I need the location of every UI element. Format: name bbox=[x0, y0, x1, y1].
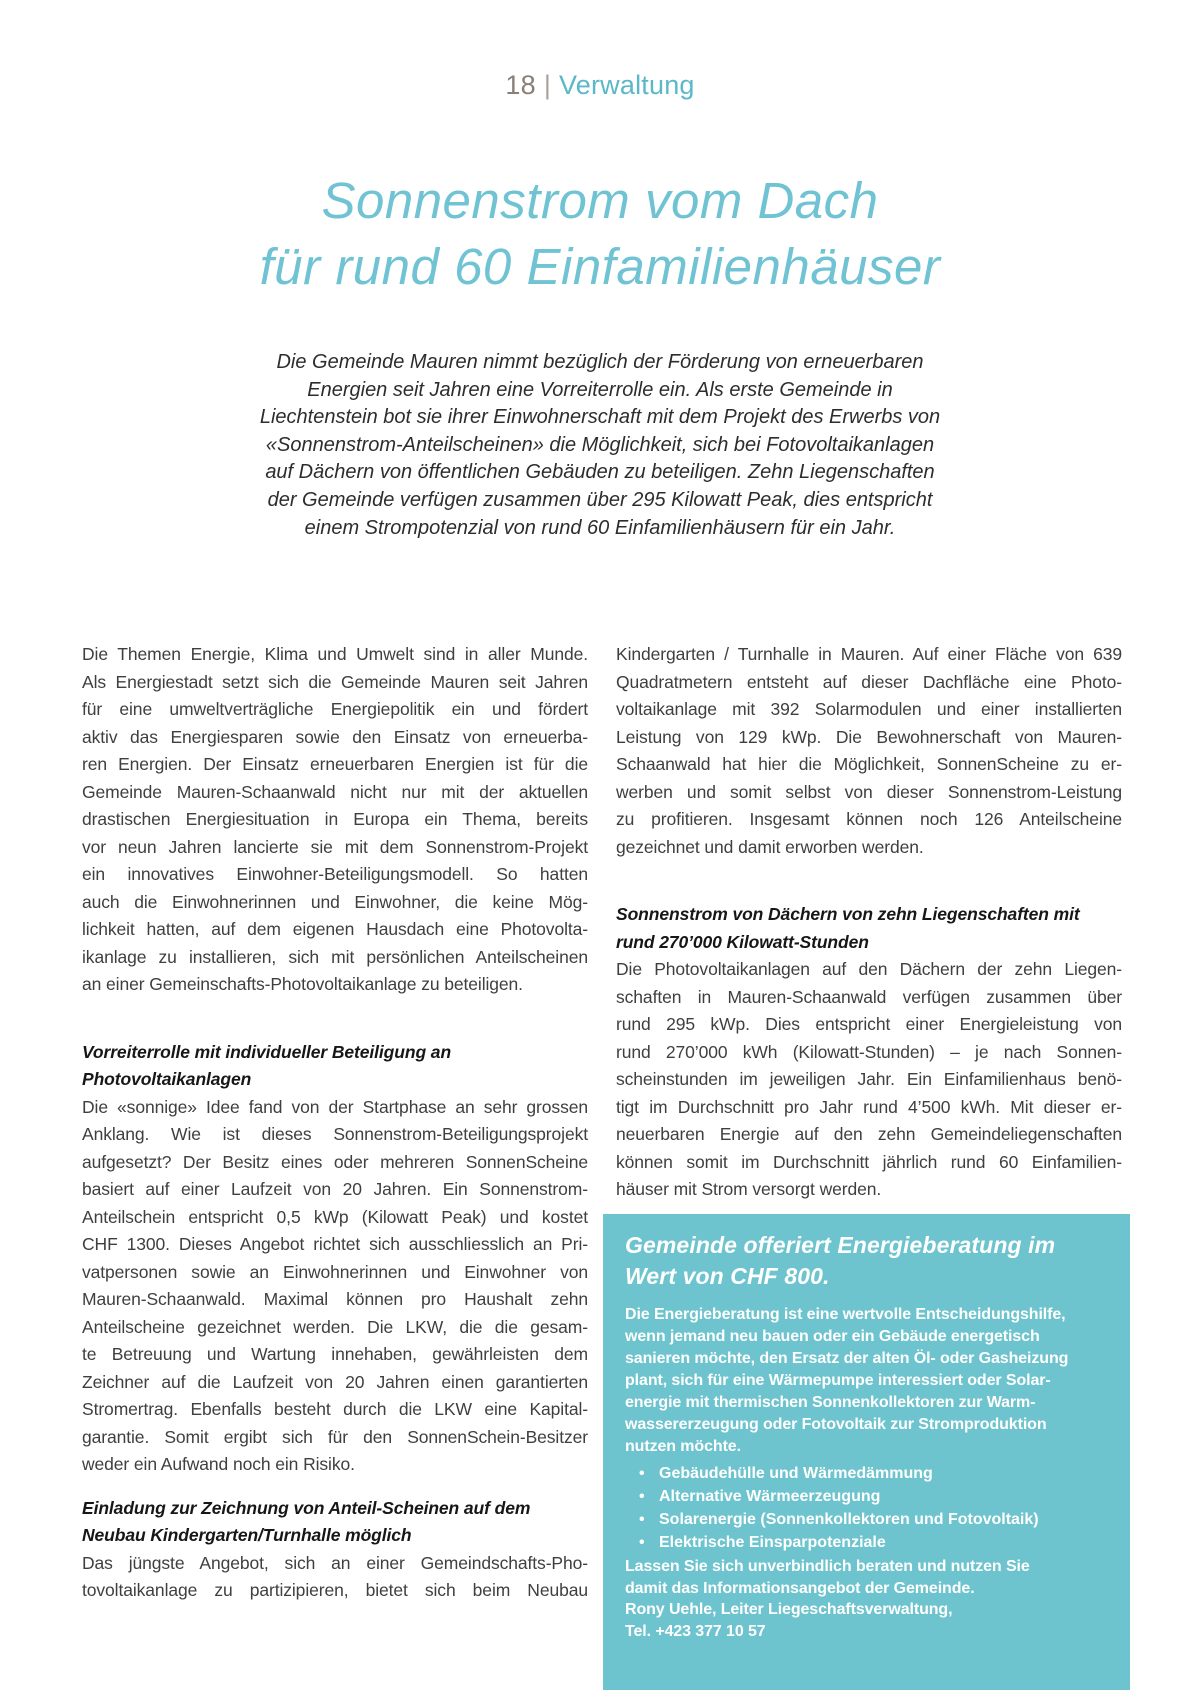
body-line: ren Energien. Der Einsatz erneuerbaren Energien ist für die bbox=[82, 754, 588, 774]
body-line: Die Photovoltaikanlagen auf den Dächern der zehn Liegen- bbox=[616, 959, 1122, 979]
page-number: 18 bbox=[505, 70, 536, 100]
body-line: aufgesetzt? Der Besitz eines oder mehreren SonnenScheine bbox=[82, 1151, 588, 1172]
body-line: schaften in Mauren-Schaanwald verfügen zusammen über bbox=[616, 986, 1122, 1007]
body-line: können somit im Durchschnitt jährlich rund 60 Einfamilien- bbox=[616, 1151, 1122, 1172]
body-line: garantie. Somit ergibt sich für den SonnenSchein-Besitzer bbox=[82, 1426, 588, 1447]
body-line: Quadratmetern entsteht auf dieser Dachfläche eine Photo- bbox=[616, 671, 1122, 692]
bullet-item bbox=[625, 1462, 1108, 1485]
body-line: Die «sonnige» Idee fand von der Startphase an sehr grossen bbox=[82, 1096, 588, 1117]
subheading bbox=[82, 1495, 588, 1550]
subheading-line: Photovoltaikanlagen bbox=[82, 1069, 252, 1089]
lead-line: der Gemeinde verfügen zusammen über 295 Kilowatt Peak, dies entspricht bbox=[267, 488, 933, 511]
paragraph bbox=[82, 641, 588, 999]
column-right bbox=[616, 641, 1122, 1204]
body-line: CHF 1300. Dieses Angebot richtet sich ausschliesslich an Pri- bbox=[82, 1234, 588, 1254]
body-line: gezeichnet und damit erworben werden. bbox=[616, 836, 924, 857]
subheading bbox=[616, 901, 1122, 956]
body-line: ein innovatives Einwohner-Beteiligungsmodell. So hatten bbox=[82, 864, 588, 884]
body-line: tigt im Durchschnitt pro Jahr rund 4’500 kWh. Mit dieser er- bbox=[616, 1096, 1122, 1117]
info-box-body-line: wassererzeugung oder Fotovoltaik zur Stromproduktion bbox=[625, 1416, 1047, 1433]
lead-line: «Sonnenstrom-Anteilscheinen» die Möglichkeit, sich bei Fotovoltaikanlagen bbox=[265, 433, 935, 456]
info-box-title-line: Wert von CHF 800. bbox=[625, 1263, 830, 1289]
body-line: rund 270’000 kWh (Kilowatt-Stunden) – je nach Sonnen- bbox=[616, 1041, 1122, 1062]
bullet-item bbox=[625, 1508, 1108, 1531]
bullet-dot: • bbox=[639, 1511, 645, 1528]
body-line: Als Energiestadt setzt sich die Gemeinde Mauren seit Jahren bbox=[82, 671, 588, 692]
lead-paragraph bbox=[200, 349, 1000, 542]
body-line: Zeichner auf die Laufzeit von 20 Jahren einen garantierten bbox=[82, 1371, 588, 1392]
body-line: häuser mit Strom versorgt werden. bbox=[616, 1179, 882, 1199]
info-box-body-line: Die Energieberatung ist eine wertvolle Entscheidungshilfe, bbox=[625, 1306, 1066, 1323]
body-line: drastischen Energiesituation in Europa ein Thema, bereits bbox=[82, 809, 588, 829]
info-box-footer-line: Rony Uehle, Leiter Liegeschaftsverwaltung, bbox=[625, 1601, 953, 1618]
body-line: Kindergarten / Turnhalle in Mauren. Auf einer Fläche von 639 bbox=[616, 644, 1122, 664]
info-box-footer-line: damit das Informationsangebot der Gemeinde. bbox=[625, 1579, 975, 1597]
info-box-footer-line: Lassen Sie sich unverbindlich beraten und nutzen Sie bbox=[625, 1558, 1030, 1575]
header-separator: | bbox=[543, 70, 552, 100]
body-line: Anklang. Wie ist dieses Sonnenstrom-Beteiligungsprojekt bbox=[82, 1124, 588, 1144]
body-line: scheinstunden im jeweiligen Jahr. Ein Einfamilienhaus benö- bbox=[616, 1069, 1122, 1089]
page-header bbox=[0, 70, 1200, 101]
subheading-line: Neubau Kindergarten/Turnhalle möglich bbox=[82, 1525, 412, 1545]
subheading bbox=[82, 1039, 588, 1094]
article-title bbox=[0, 168, 1200, 300]
subheading-line: Einladung zur Zeichnung von Anteil-Scheinen auf dem bbox=[82, 1497, 531, 1518]
info-box-body-line: wenn jemand neu bauen oder ein Gebäude energetisch bbox=[625, 1328, 1040, 1345]
bullet-item bbox=[625, 1485, 1108, 1508]
body-line: vor neun Jahren lancierte sie mit dem Sonnenstrom-Projekt bbox=[82, 836, 588, 857]
body-line: weder ein Aufwand noch ein Risiko. bbox=[82, 1454, 355, 1474]
bullet-text: Solarenergie (Sonnenkollektoren und Fotovoltaik) bbox=[659, 1511, 1039, 1528]
info-box-body-line: energie mit thermischen Sonnenkollektoren zur Warm- bbox=[625, 1394, 1036, 1411]
paragraph bbox=[616, 641, 1122, 861]
lead-line: einem Strompotenzial von rund 60 Einfamilienhäusern für ein Jahr. bbox=[304, 516, 896, 539]
body-line: Mauren-Schaanwald. Maximal können pro Haushalt zehn bbox=[82, 1289, 588, 1309]
bullet-text: Alternative Wärmeerzeugung bbox=[659, 1488, 881, 1505]
body-line: Stromertrag. Ebenfalls besteht durch die LKW eine Kapital- bbox=[82, 1399, 588, 1419]
lead-line: Energien seit Jahren eine Vorreiterrolle ein. Als erste Gemeinde in bbox=[307, 378, 893, 401]
body-line: werben und somit selbst von dieser Sonnenstrom-Leistung bbox=[616, 781, 1122, 802]
body-line: ikanlage zu installieren, sich mit persönlichen Anteilscheinen bbox=[82, 946, 588, 967]
info-box-footer-line: Tel. +423 377 10 57 bbox=[625, 1622, 766, 1640]
lead-line: Liechtenstein bot sie ihrer Einwohnerschaft mit dem Projekt des Erwerbs von bbox=[259, 406, 941, 429]
body-line: an einer Gemeinschafts-Photovoltaikanlage zu beteiligen. bbox=[82, 974, 523, 994]
body-line: Gemeinde Mauren-Schaanwald nicht nur mit der aktuellen bbox=[82, 781, 588, 802]
subheading-line: rund 270’000 Kilowatt-Stunden bbox=[616, 931, 869, 952]
bullet-text: Gebäudehülle und Wärmedämmung bbox=[659, 1465, 933, 1482]
body-line: Schaanwald hat hier die Möglichkeit, SonnenScheine zu er- bbox=[616, 754, 1122, 774]
body-line: te Betreuung und Wartung innehaben, gewährleisten dem bbox=[82, 1344, 588, 1364]
paragraph bbox=[616, 956, 1122, 1204]
bullet-dot: • bbox=[639, 1465, 645, 1482]
body-line: voltaikanlage mit 392 Solarmodulen und einer installierten bbox=[616, 699, 1122, 719]
bullet-item bbox=[625, 1531, 1108, 1554]
body-line: rund 295 kWp. Dies entspricht einer Energieleistung von bbox=[616, 1014, 1122, 1034]
article-title-line: für rund 60 Einfamilienhäuser bbox=[259, 238, 941, 295]
info-box-footer bbox=[625, 1556, 1108, 1642]
lead-line: Die Gemeinde Mauren nimmt bezüglich der Förderung von erneuerbaren bbox=[276, 351, 924, 373]
body-line: Das jüngste Angebot, sich an einer Gemeindschafts-Pho- bbox=[82, 1552, 588, 1573]
subheading-line: Vorreiterrolle mit individueller Beteiligung an bbox=[82, 1041, 452, 1062]
body-line: aktiv das Energiesparen sowie den Einsatz von erneuerba- bbox=[82, 726, 588, 747]
body-line: neuerbaren Energie auf den zehn Gemeindeliegenschaften bbox=[616, 1124, 1122, 1144]
body-line: Die Themen Energie, Klima und Umwelt sind in aller Munde. bbox=[82, 644, 588, 664]
info-box-body bbox=[625, 1304, 1108, 1458]
body-line: für eine umweltverträgliche Energiepolitik ein und fördert bbox=[82, 699, 588, 719]
column-left bbox=[82, 641, 588, 1605]
bullet-dot: • bbox=[639, 1534, 645, 1551]
bullet-text: Elektrische Einsparpotenziale bbox=[659, 1534, 886, 1551]
body-line: Anteilscheine gezeichnet werden. Die LKW, die die gesam- bbox=[82, 1316, 588, 1337]
info-box-body-line: nutzen möchte. bbox=[625, 1438, 741, 1455]
body-line: Leistung von 129 kWp. Die Bewohnerschaft von Mauren- bbox=[616, 726, 1122, 747]
info-box bbox=[603, 1214, 1130, 1690]
body-line: vatpersonen sowie an Einwohnerinnen und Einwohner von bbox=[82, 1261, 588, 1282]
body-line: auch die Einwohnerinnen und Einwohner, die keine Mög- bbox=[82, 891, 588, 912]
info-box-body-line: sanieren möchte, den Ersatz der alten Öl- oder Gasheizung bbox=[625, 1350, 1069, 1367]
paragraph bbox=[82, 1550, 588, 1605]
info-box-body-line: plant, sich für eine Wärmepumpe interessiert oder Solar- bbox=[625, 1372, 1051, 1389]
section-label: Verwaltung bbox=[559, 70, 695, 100]
lead-line: auf Dächern von öffentlichen Gebäuden zu beteiligen. Zehn Liegenschaften bbox=[265, 461, 935, 484]
info-box-title-line: Gemeinde offeriert Energieberatung im bbox=[625, 1232, 1056, 1258]
info-box-title bbox=[625, 1230, 1108, 1292]
bullet-list bbox=[625, 1462, 1108, 1554]
paragraph bbox=[82, 1094, 588, 1479]
bullet-dot: • bbox=[639, 1488, 645, 1505]
body-line: lichkeit hatten, auf dem eigenen Hausdach eine Photovolta- bbox=[82, 919, 588, 939]
body-line: zu profitieren. Insgesamt können noch 126 Anteilscheine bbox=[616, 809, 1122, 829]
body-line: basiert auf einer Laufzeit von 20 Jahren. Ein Sonnenstrom- bbox=[82, 1179, 588, 1199]
body-line: tovoltaikanlage zu partizipieren, bietet sich beim Neubau bbox=[82, 1580, 588, 1600]
body-line: Anteilschein entspricht 0,5 kWp (Kilowatt Peak) und kostet bbox=[82, 1206, 588, 1227]
subheading-line: Sonnenstrom von Dächern von zehn Liegenschaften mit bbox=[616, 904, 1080, 924]
article-title-line: Sonnenstrom vom Dach bbox=[321, 172, 879, 229]
